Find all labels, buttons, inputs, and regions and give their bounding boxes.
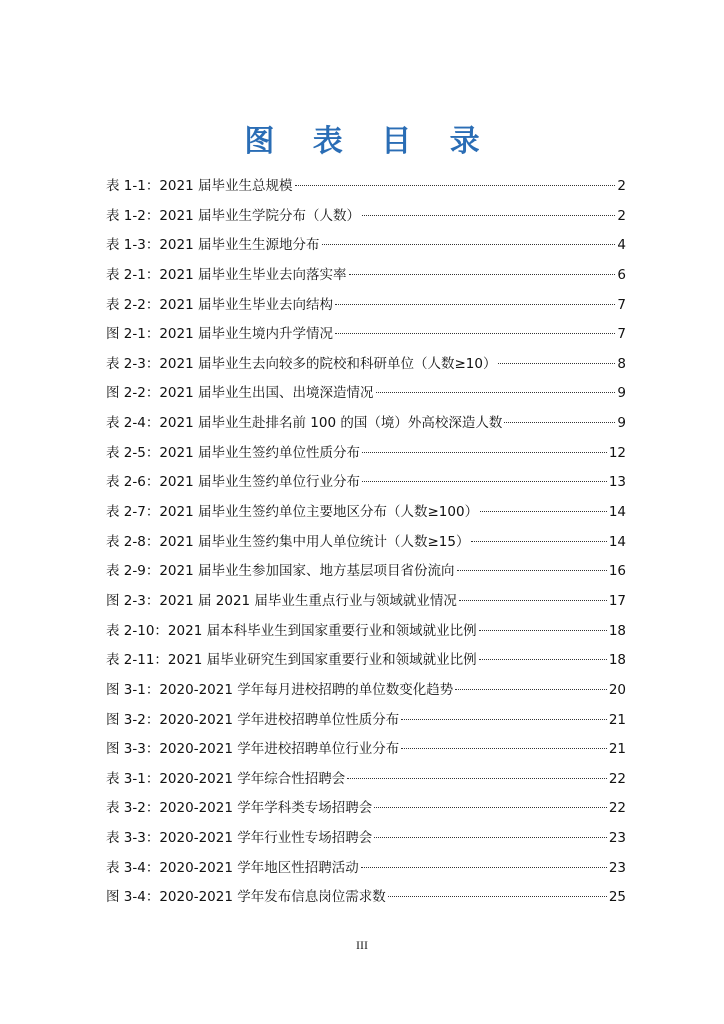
toc-entry-label: 表 2-5：2021 届毕业生签约单位性质分布 [106, 444, 360, 461]
toc-entry-page-number: 12 [608, 444, 626, 461]
toc-entry-label: 图 2-3：2021 届 2021 届毕业生重点行业与领域就业情况 [106, 592, 457, 609]
toc-entry[interactable] [106, 441, 626, 466]
toc-entry-page-number: 2 [617, 207, 626, 224]
toc-dot-leader [362, 452, 607, 453]
toc-dot-leader [504, 422, 615, 423]
toc-dot-leader [401, 748, 607, 749]
toc-entry[interactable] [106, 263, 626, 288]
toc-entry-label: 表 2-9：2021 届毕业生参加国家、地方基层项目省份流向 [106, 563, 455, 580]
toc-dot-leader [295, 185, 616, 186]
toc-entry-page-number: 7 [617, 296, 626, 313]
toc-entry[interactable] [106, 589, 626, 614]
toc-entry[interactable] [106, 767, 626, 792]
toc-entry-label: 表 2-10：2021 届本科毕业生到国家重要行业和领域就业比例 [106, 622, 477, 639]
toc-entry-page-number: 23 [608, 830, 626, 847]
toc-entry[interactable] [106, 648, 626, 673]
toc-entry-label: 图 2-1：2021 届毕业生境内升学情况 [106, 326, 333, 343]
toc-dot-leader [335, 333, 615, 334]
toc-dot-leader [362, 215, 615, 216]
toc-entry-label: 表 3-2：2020-2021 学年学科类专场招聘会 [106, 800, 373, 817]
toc-dot-leader [374, 807, 607, 808]
toc-entry-page-number: 9 [617, 415, 626, 432]
toc-entry-page-number: 17 [608, 592, 626, 609]
toc-entry-page-number: 22 [608, 770, 626, 787]
toc-entry-page-number: 22 [608, 800, 626, 817]
toc-dot-leader [361, 867, 607, 868]
toc-entry[interactable] [106, 708, 626, 733]
toc-dot-leader [362, 481, 607, 482]
toc-entry[interactable] [106, 737, 626, 762]
toc-entry[interactable] [106, 174, 626, 199]
toc-entry-label: 表 1-2：2021 届毕业生学院分布（人数） [106, 207, 360, 224]
toc-entry[interactable] [106, 530, 626, 555]
toc-dot-leader [480, 511, 607, 512]
toc-entry-label: 表 2-4：2021 届毕业生赴排名前 100 的国（境）外高校深造人数 [106, 415, 503, 432]
toc-entry-label: 表 2-7：2021 届毕业生签约单位主要地区分布（人数≥100） [106, 504, 479, 521]
toc-entry-page-number: 18 [608, 652, 626, 669]
toc-entry[interactable] [106, 470, 626, 495]
toc-dot-leader [374, 837, 607, 838]
toc-entry-label: 表 2-2：2021 届毕业生毕业去向结构 [106, 296, 333, 313]
toc-entry-page-number: 14 [608, 504, 626, 521]
toc-dot-leader [498, 363, 615, 364]
toc-entry[interactable] [106, 204, 626, 229]
toc-entry-label: 表 2-1：2021 届毕业生毕业去向落实率 [106, 266, 347, 283]
toc-entry[interactable] [106, 796, 626, 821]
toc-entry[interactable] [106, 559, 626, 584]
toc-entry-page-number: 8 [617, 355, 626, 372]
toc-entry-label: 图 2-2：2021 届毕业生出国、出境深造情况 [106, 385, 374, 402]
toc-entry-page-number: 9 [617, 385, 626, 402]
toc-entry-page-number: 25 [608, 889, 626, 906]
page-title: 图 表 目 录 [244, 124, 494, 159]
toc-dot-leader [457, 570, 607, 571]
toc-entry-label: 表 2-3：2021 届毕业生去向较多的院校和科研单位（人数≥10） [106, 355, 497, 372]
toc-dot-leader [349, 274, 616, 275]
toc-entry[interactable] [106, 381, 626, 406]
toc-dot-leader [376, 392, 616, 393]
toc-entry-page-number: 13 [608, 474, 626, 491]
toc-dot-leader [401, 719, 607, 720]
toc-entry-label: 图 3-1：2020-2021 学年每月进校招聘的单位数变化趋势 [106, 681, 454, 698]
toc-dot-leader [322, 244, 616, 245]
toc-entry-label: 表 2-11：2021 届毕业研究生到国家重要行业和领域就业比例 [106, 652, 477, 669]
toc-entry[interactable] [106, 322, 626, 347]
toc-entry-label: 表 1-1：2021 届毕业生总规模 [106, 178, 293, 194]
toc-entry-page-number: 18 [608, 622, 626, 639]
footer-page-number: III [356, 938, 368, 952]
toc-entry-label: 表 3-4：2020-2021 学年地区性招聘活动 [106, 859, 359, 876]
toc-entry[interactable] [106, 500, 626, 525]
toc-dot-leader [471, 541, 606, 542]
toc-dot-leader [479, 630, 607, 631]
toc-entry[interactable] [106, 233, 626, 258]
toc-entry[interactable] [106, 856, 626, 881]
toc-entry-label: 表 2-8：2021 届毕业生签约集中用人单位统计（人数≥15） [106, 533, 470, 550]
toc-dot-leader [347, 778, 607, 779]
toc-entry-page-number: 23 [608, 859, 626, 876]
toc-entry-label: 图 3-2：2020-2021 学年进校招聘单位性质分布 [106, 711, 400, 728]
toc-entry-label: 表 3-3：2020-2021 学年行业性专场招聘会 [106, 830, 373, 847]
toc-entry-label: 表 3-1：2020-2021 学年综合性招聘会 [106, 770, 346, 787]
toc-dot-leader [388, 896, 607, 897]
toc-entry-label: 图 3-3：2020-2021 学年进校招聘单位行业分布 [106, 741, 400, 758]
toc-entry[interactable] [106, 293, 626, 318]
toc-entry-page-number: 7 [617, 326, 626, 343]
toc-entry-page-number: 6 [617, 266, 626, 283]
toc-entry-page-number: 14 [608, 533, 626, 550]
toc-dot-leader [459, 600, 607, 601]
toc-entry-label: 图 3-4：2020-2021 学年发布信息岗位需求数 [106, 889, 386, 906]
toc-entry-page-number: 16 [608, 563, 626, 580]
toc-entry-label: 表 1-3：2021 届毕业生生源地分布 [106, 237, 320, 254]
toc-entry-page-number: 21 [608, 711, 626, 728]
toc-dot-leader [335, 304, 615, 305]
toc-entry-page-number: 21 [608, 741, 626, 758]
toc-entry[interactable] [106, 885, 626, 910]
toc-entry[interactable] [106, 678, 626, 703]
toc-entry-page-number: 20 [608, 681, 626, 698]
toc-entry[interactable] [106, 826, 626, 851]
toc-dot-leader [479, 659, 607, 660]
toc-entry-page-number: 2 [617, 178, 626, 194]
toc-dot-leader [455, 689, 607, 690]
toc-entry[interactable] [106, 619, 626, 644]
toc-entry-label: 表 2-6：2021 届毕业生签约单位行业分布 [106, 474, 360, 491]
table-of-figures-list [106, 174, 626, 915]
toc-entry[interactable] [106, 411, 626, 436]
toc-entry[interactable] [106, 352, 626, 377]
toc-entry-page-number: 4 [617, 237, 626, 254]
